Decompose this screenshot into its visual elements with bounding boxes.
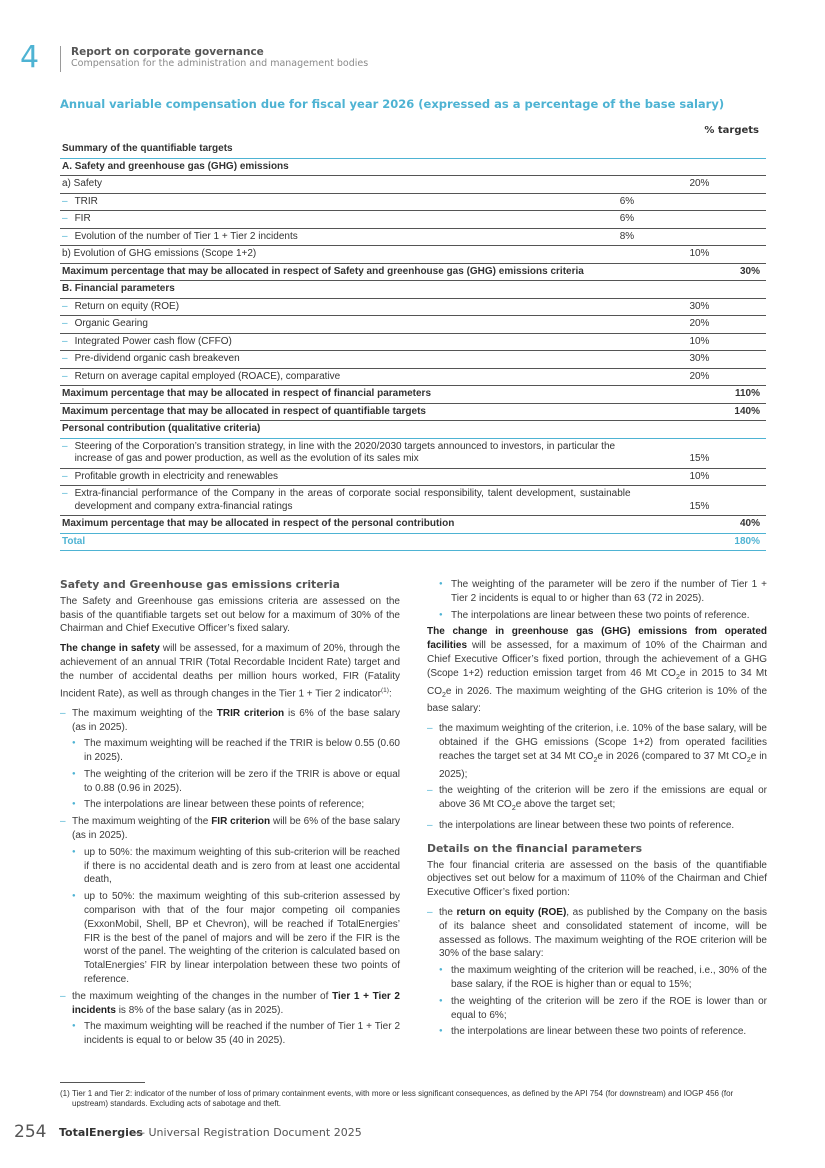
row-value: 20% (689, 370, 710, 382)
footnote-number: (1) (60, 1089, 70, 1098)
row-label: Return on average capital employed (ROACE), comparative (74, 370, 341, 382)
section-heading: Details on the financial parameters (427, 841, 643, 855)
row-label: TRIR (74, 195, 98, 207)
row-label: Integrated Power cash flow (CFFO) (74, 335, 232, 347)
dash-marker: – (62, 300, 68, 312)
row-value: 10% (689, 248, 710, 259)
row-label: Maximum percentage that may be allocated in respect of financial parameters (62, 388, 432, 399)
row-label: Total (62, 535, 86, 547)
row-label: Summary of the quantifiable targets (62, 143, 233, 154)
body-column-right (427, 578, 767, 1042)
table-row (60, 316, 766, 334)
table-row (60, 403, 766, 421)
section-heading: Safety and Greenhouse gas emissions criteria (60, 578, 340, 591)
row-label: Personal contribution (qualitative criteria) (62, 423, 261, 434)
table-row (60, 386, 766, 404)
row-value: 110% (734, 388, 760, 399)
dash-marker: – (62, 213, 68, 224)
table-row (60, 141, 766, 158)
row-value: 30% (739, 265, 760, 277)
row-label: Maximum percentage that may be allocated in respect of the personal contribution (62, 518, 455, 529)
section-title: Report on corporate governance (71, 46, 264, 58)
page-header (20, 40, 420, 75)
row-label: Pre-dividend organic cash breakeven (74, 353, 240, 364)
dash-marker: – (62, 488, 68, 499)
row-value: 15% (689, 453, 710, 464)
dash-marker: – (62, 470, 68, 482)
row-value: 10% (689, 470, 710, 482)
table-row (60, 176, 766, 194)
paragraph: The Safety and Greenhouse gas emissions criteria are assessed on the basis of the quantifiable targets set out below for a maximum of 30% of the Chairman and Chief Executive Officer’s fixed salary. (60, 595, 400, 635)
row-label: Evolution of the number of Tier 1 + Tier 2 incidents (74, 230, 298, 242)
page-footer (14, 1122, 514, 1146)
row-label: FIR (74, 213, 91, 224)
paragraph: The change in safety will be assessed, for a maximum of 20%, through the achievement of an annual TRIR (Total Recordable Incident Rate) target and the number of accidental deaths per million hours worked, FIR (Fatality Incident Rate), as well as through changes in the Tier 1 + Tier 2 indicator$^{(1)}$: (60, 643, 401, 699)
row-value: 30% (689, 353, 710, 364)
brand-name: TotalEnergies (59, 1126, 143, 1139)
row-value: 15% (689, 500, 710, 512)
row-label: Maximum percentage that may be allocated in respect of quantifiable targets (62, 405, 426, 417)
row-value: 6% (619, 213, 635, 224)
row-value: 180% (734, 535, 760, 547)
table-row (60, 193, 766, 211)
document-title: — Universal Registration Document 2025 (134, 1126, 362, 1139)
row-label: Steering of the Corporation’s transition strategy, in line with the 2020/2030 targets announced to investors, in particular the increase of gas and power production, as well as the evolution of its sales mix (74, 440, 616, 464)
dash-marker: – (62, 195, 68, 207)
paragraph: The change in greenhouse gas (GHG) emissions from operated facilities will be assessed, for a maximum of 10% of the Chairman and Chief Executive Officer’s fixed portion, through the achievement of a GHG (Scope 1+2) reduction emission target from 46 Mt $CO_2e$ in 2015 to 34 Mt $CO_2e$ in 2026. The maximum weighting of the GHG criterion is 10% of the base salary: (427, 626, 768, 715)
table-row (60, 516, 766, 534)
list-item: ● The weighting of the parameter will be zero if the number of Tier 1 + Tier 2 incidents is equal to or higher than 63 (72 in 2025). (427, 578, 767, 606)
list-item: ● the weighting of the criterion will be zero if the ROE is lower than or equal to 6%; (427, 995, 767, 1023)
table-row (60, 158, 766, 176)
dash-marker: – (62, 335, 68, 347)
list-item: ● the maximum weighting of the criterion will be reached, i.e., 30% of the base salary, if the ROE is higher than or equal to 15%; (427, 964, 767, 992)
row-value: 20% (689, 318, 710, 329)
list-item: ● up to 50%: the maximum weighting of this sub-criterion will be reached if there is no accidental death and is zero from at least one accidental death, (60, 846, 400, 887)
paragraph: The four financial criteria are assessed on the basis of the quantifiable objectives set out below for a maximum of 110% of the Chairman and Chief Executive Officer’s fixed portion: (427, 859, 767, 899)
table-row (60, 333, 766, 351)
row-label: Profitable growth in electricity and renewables (74, 470, 278, 482)
row-label: Organic Gearing (74, 318, 148, 329)
table-title: Annual variable compensation due for fiscal year 2026 (expressed as a percentage of the base salary) (60, 97, 725, 111)
footnote-text: Tier 1 and Tier 2: indicator of the number of loss of primary containment events, with more or less significant consequences, as defined by the API 754 (for downstream) and IOGP 456 (for upstream) standards. Excluding acts of sabotage and theft. (72, 1089, 734, 1108)
list-item: – the interpolations are linear between these two points of reference. (427, 819, 767, 833)
row-value: 140% (734, 405, 760, 417)
table-row (60, 438, 766, 468)
row-value: 10% (689, 335, 710, 347)
footnote (60, 1089, 766, 1109)
list-item: ● up to 50%: the maximum weighting of this sub-criterion assessed by comparison with that of the four major competing oil companies (ExxonMobil, Shell, BP et Chevron), will be reached if TotalEnergies’ FIR is the best of the panel of majors and will be zero if the FIR is the worst of the panel. The weighting of the criterion is calculated based on TotalEnergies’ FIR by linear interpolation between these two points of reference. (60, 890, 400, 987)
table-row-total (60, 533, 766, 551)
table-row (60, 486, 766, 516)
dash-marker: – (62, 318, 68, 329)
table-row (60, 246, 766, 264)
page-number: 254 (14, 1122, 47, 1142)
body-column-left (60, 578, 400, 1051)
row-label: b) Evolution of GHG emissions (Scope 1+2) (62, 248, 257, 259)
row-label: a) Safety (62, 178, 103, 189)
list-item: – the return on equity (ROE), as published by the Company on the basis of its balance sheet and consolidated statement of income, will be assessed as follows. The maximum weighting of the ROE criterion will be 30% of the base salary: (427, 906, 767, 961)
list-item: – the weighting of the criterion will be zero if the emissions are equal or above 36 Mt $CO_2e$ above the target set; (427, 784, 767, 816)
table-row (60, 421, 766, 439)
table-row (60, 368, 766, 386)
table-row (60, 211, 766, 229)
dash-marker: – (62, 370, 68, 382)
row-label: Extra-financial performance of the Company in the areas of corporate social responsibility, talent development, sustainable development and company extra-financial ratings (74, 488, 631, 512)
row-label: Return on equity (ROE) (74, 300, 180, 312)
table-row (60, 263, 766, 281)
row-label: B. Financial parameters (62, 283, 175, 294)
row-value: 6% (619, 195, 635, 207)
section-subtitle: Compensation for the administration and management bodies (71, 58, 369, 69)
row-value: 30% (689, 300, 710, 312)
list-item: ● The weighting of the criterion will be zero if the TRIR is above or equal to 0.88 (0.96 in 2025). (60, 768, 400, 796)
list-item: – the maximum weighting of the criterion, i.e. 10% of the base salary, will be obtained if the GHG emissions (Scope 1+2) from operated facilities reaches the target set at 34 Mt $CO_2e$ in 2026 (compared to 37 Mt $CO_2e$ in 2025); (427, 722, 767, 781)
list-item: ● The maximum weighting will be reached if the TRIR is below 0.55 (0.60 in 2025). (60, 737, 400, 765)
list-item: – The maximum weighting of the TRIR criterion is 6% of the base salary (as in 2025). (60, 707, 400, 735)
row-value: 20% (689, 178, 710, 189)
table-row (60, 228, 766, 246)
list-item: ● the interpolations are linear between these two points of reference. (427, 1025, 767, 1039)
table-row (60, 298, 766, 316)
list-item: ● The interpolations are linear between these points of reference; (60, 798, 400, 812)
list-item: – The maximum weighting of the FIR criterion will be 6% of the base salary (as in 2025). (60, 815, 400, 843)
chapter-number: 4 (20, 40, 40, 75)
table-row (60, 468, 766, 486)
list-item: – the maximum weighting of the changes in the number of Tier 1 + Tier 2 incidents is 8% of the base salary (as in 2025). (60, 990, 400, 1018)
row-label: Maximum percentage that may be allocated in respect of Safety and greenhouse gas (GHG) emissions criteria (62, 265, 584, 277)
header-divider (60, 46, 61, 72)
list-item: ● The interpolations are linear between these two points of reference. (427, 609, 767, 623)
dash-marker: – (62, 353, 68, 364)
row-value: 40% (739, 518, 760, 529)
list-item: ● The maximum weighting will be reached if the number of Tier 1 + Tier 2 incidents is equal to or below 35 (40 in 2025). (60, 1020, 400, 1048)
compensation-table (60, 141, 766, 551)
table-column-header: % targets (704, 125, 759, 136)
row-value: 8% (619, 230, 635, 242)
table-row (60, 351, 766, 369)
row-label: A. Safety and greenhouse gas (GHG) emissions (62, 160, 289, 172)
dash-marker: – (62, 230, 68, 242)
footnote-divider (60, 1082, 145, 1083)
dash-marker: – (62, 440, 68, 452)
table-row (60, 281, 766, 299)
